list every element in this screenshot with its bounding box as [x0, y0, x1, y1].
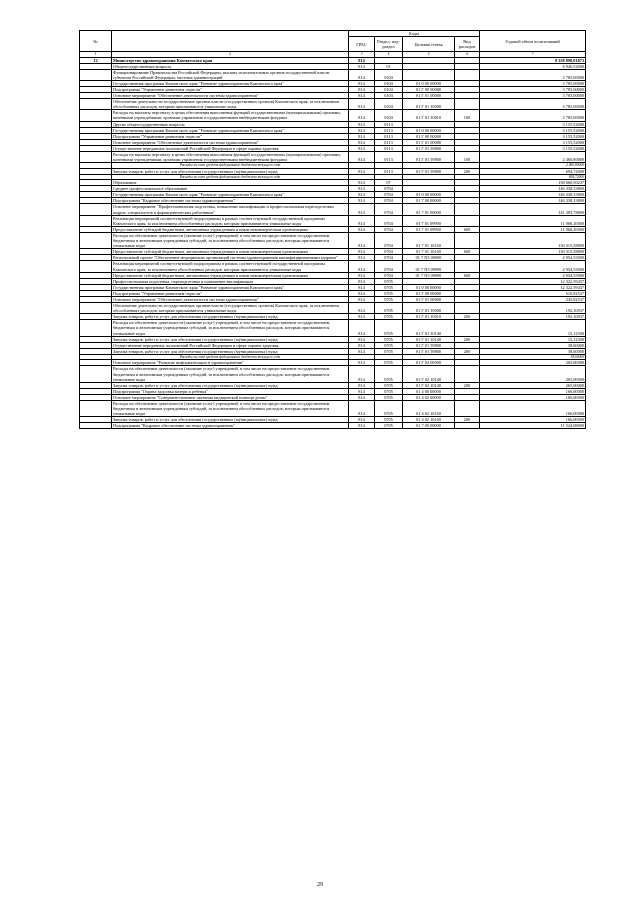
row-grbs: 814: [349, 198, 375, 204]
table-row: [80, 69, 586, 80]
row-sum: 15,12500: [480, 320, 586, 336]
table-row: [80, 215, 586, 226]
row-sum: 166,00000: [480, 388, 586, 394]
row-vr: [455, 69, 480, 80]
row-razdel: 0705: [375, 320, 403, 336]
row-csr: 01 0 00 00000: [403, 192, 455, 198]
colnum: 4: [375, 52, 403, 57]
row-sum: 3 785,00000: [480, 86, 586, 92]
row-vr: 200: [455, 314, 480, 320]
row-razdel: 0705: [375, 290, 403, 296]
row-name: Основное мероприятие "Обеспечение деятельности системы здравоохранения": [112, 296, 349, 302]
row-vr: 200: [455, 168, 480, 174]
row-razdel: 0104: [375, 93, 403, 99]
row-name: Расходы на обеспечение деятельности (оказание услуг) учреждений, в том числе на предоставление государственным бюджетным и автономным учреждениям субсидий, за исключением обособленных расходов, которым присваиваются уникальные коды: [112, 400, 349, 416]
row-sum: 3 785,00000: [480, 110, 586, 121]
row-name: Предоставление субсидий бюджетным, автономным учреждениям и иным некоммерческим организациям: [112, 272, 349, 278]
row-sum: 3 155,52000: [480, 145, 586, 151]
row-csr: 01 Г 01 10010: [403, 110, 455, 121]
row-sum: 3 785,00000: [480, 69, 586, 80]
row-razdel: 0704: [375, 261, 403, 272]
row-grbs: 814: [349, 249, 375, 255]
row-vr: [455, 215, 480, 226]
row-name: Государственная программа Камчатского края "Развитие здравоохранения Камчатского края": [112, 127, 349, 133]
row-csr: 01 0 00 00000: [403, 80, 455, 86]
row-name: Закупка товаров, работ и услуг для обеспечения государственных (муниципальных) нужд: [112, 336, 349, 342]
row-name: Расходы за счет средств федерального бюджета текущего года: [112, 174, 349, 179]
row-sum: 166,00000: [480, 400, 586, 416]
row-razdel: 01: [375, 63, 403, 69]
row-name: Расходы за счет средств федерального бюджета текущего года: [112, 354, 349, 359]
row-csr: 01 Г 01 10140: [403, 336, 455, 342]
row-sum: 3 155,52000: [480, 127, 586, 133]
table-row: [80, 110, 586, 121]
budget-rows: [80, 57, 586, 429]
row-grbs: 814: [349, 394, 375, 400]
row-name: Государственная программа Камчатского края "Развитие здравоохранения Камчатского края": [112, 80, 349, 86]
table-row: [80, 261, 586, 272]
header-num: №: [80, 31, 112, 52]
row-grbs: 814: [349, 303, 375, 314]
row-name: Предоставление субсидий бюджетным, автономным учреждениям и иным некоммерческим организациям: [112, 226, 349, 232]
row-razdel: 0704: [375, 186, 403, 192]
row-name: Профессиональная подготовка, переподготовка и повышение квалификации: [112, 278, 349, 284]
table-row: [80, 366, 586, 382]
row-vr: [455, 99, 480, 110]
row-razdel: 0704: [375, 232, 403, 248]
row-sum: 4 954,55000: [480, 261, 586, 272]
row-csr: 01 Г 01 00000: [403, 139, 455, 145]
row-sum: 158 660,50237: [480, 180, 586, 186]
row-grbs: 814: [349, 278, 375, 284]
row-grbs: 814: [349, 360, 375, 366]
row-name: Подпрограмма "Управление развитием отрасли": [112, 133, 349, 139]
row-grbs: 814: [349, 348, 375, 354]
row-vr: 200: [455, 348, 480, 354]
row-sum: 38,60000: [480, 348, 586, 354]
row-vr: 100: [455, 110, 480, 121]
table-row: [80, 423, 586, 429]
row-grbs: 814: [349, 139, 375, 145]
colnum: 2: [112, 52, 349, 57]
row-sum: 192,10037: [480, 314, 586, 320]
row-sum: 11 524,08000: [480, 423, 586, 429]
row-name: Основное мероприятие "Профессиональная подготовка, повышение квалификации и профессиональная переподготовка кадров, специалистов и фармацевтических работников": [112, 204, 349, 215]
row-name: Основное мероприятие "Развитие информатизации в здравоохранении": [112, 360, 349, 366]
row-name: Государственная программа Камчатского края "Развитие здравоохранения Камчатского края": [112, 192, 349, 198]
row-csr: [403, 69, 455, 80]
row-razdel: 0104: [375, 99, 403, 110]
row-grbs: 814: [349, 86, 375, 92]
table-row: [80, 99, 586, 110]
row-grbs: 814: [349, 110, 375, 121]
row-csr: 01 7 01 00000: [403, 204, 455, 215]
row-grbs: 814: [349, 382, 375, 388]
row-razdel: 0705: [375, 388, 403, 394]
row-razdel: 0705: [375, 303, 403, 314]
row-csr: 01 4 00 00000: [403, 388, 455, 394]
row-grbs: 814: [349, 261, 375, 272]
header-sum: Годовой объем ассигнований: [480, 31, 586, 52]
row-name: Основное мероприятие "Совершенствование оказания медицинской помощи детям": [112, 394, 349, 400]
row-name: Расходы на обеспечение деятельности (оказание услуг) учреждений, в том числе на предоставление государственным бюджетным и автономным учреждениям субсидий, за исключением обособленных расходов, которым присваиваются уникальные коды: [112, 366, 349, 382]
table-row: [80, 232, 586, 248]
row-vr: 600: [455, 272, 480, 278]
colnum: 1: [80, 52, 112, 57]
row-sum: 130 315,58800: [480, 249, 586, 255]
row-sum: 8 358 898,01873: [480, 57, 586, 63]
row-sum: 245,82537: [480, 296, 586, 302]
row-csr: 01 Г 01 59800: [403, 342, 455, 348]
row-name: Осуществление переданных полномочий Российской Федерации в сфере охраны здоровья: [112, 145, 349, 151]
row-sum: 694,72000: [480, 168, 586, 174]
row-name: Закупка товаров, работ и услуг для обеспечения государственных (муниципальных) нужд: [112, 348, 349, 354]
colnum: 5: [403, 52, 455, 57]
budget-table: [79, 30, 586, 429]
row-csr: 01 Г 02 10140: [403, 382, 455, 388]
row-sum: 166,00000: [480, 417, 586, 423]
row-number: [80, 303, 112, 314]
row-razdel: 0704: [375, 215, 403, 226]
row-csr: 01 4 02 10140: [403, 417, 455, 423]
row-number: [80, 152, 112, 163]
row-sum: 3 785,00000: [480, 80, 586, 86]
row-vr: 100: [455, 152, 480, 163]
row-sum: 3 155,52000: [480, 133, 586, 139]
row-csr: 01 Г 01 10140: [403, 320, 455, 336]
row-sum: 11 068,20000: [480, 215, 586, 226]
row-grbs: 814: [349, 152, 375, 163]
row-sum: 6 940,52000: [480, 63, 586, 69]
row-razdel: 0113: [375, 139, 403, 145]
row-number: [80, 366, 112, 382]
row-vr: 200: [455, 382, 480, 388]
row-sum: 265,00000: [480, 360, 586, 366]
row-sum: 146 338,33800: [480, 192, 586, 198]
row-sum: 3 785,00000: [480, 93, 586, 99]
row-razdel: 0705: [375, 314, 403, 320]
row-razdel: 0104: [375, 110, 403, 121]
row-grbs: 814: [349, 121, 375, 127]
row-razdel: 0704: [375, 198, 403, 204]
row-grbs: 814: [349, 320, 375, 336]
page-number: 29: [317, 882, 323, 888]
row-name: Закупка товаров, работ и услуг для обеспечения государственных (муниципальных) нужд: [112, 168, 349, 174]
row-name: Предоставление субсидий бюджетным, автономным учреждениям и иным некоммерческим организациям: [112, 249, 349, 255]
row-grbs: 814: [349, 93, 375, 99]
row-grbs: 814: [349, 342, 375, 348]
row-number: [80, 232, 112, 248]
row-name: Подпрограмма "Охрана здоровья матери и ребенка": [112, 388, 349, 394]
row-name: Осуществление переданных полномочий Российской Федерации в сфере охраны здоровья: [112, 342, 349, 348]
row-number: [80, 261, 112, 272]
row-vr: 600: [455, 226, 480, 232]
row-number: [80, 69, 112, 80]
row-name: Расходы на выплаты персоналу в целях обеспечения выполнения функций государственными (муниципальными) органами, казенными учреждениями, органами управления государственными внебюджетными фондами: [112, 152, 349, 163]
row-name: Основное мероприятие "Обеспечение деятельности системы здравоохранения": [112, 139, 349, 145]
row-name: Реализация мероприятий соответствующей подпрограммы в рамках соответствующей государственной программы Камчатского края, за исключением обособленных расходов, которым присваиваются уникальные коды: [112, 215, 349, 226]
row-razdel: 0705: [375, 348, 403, 354]
row-grbs: 814: [349, 80, 375, 86]
row-name: Закупка товаров, работ и услуг для обеспечения государственных (муниципальных) нужд: [112, 382, 349, 388]
row-razdel: 0705: [375, 400, 403, 416]
row-grbs: 814: [349, 186, 375, 192]
row-sum: 265,00000: [480, 366, 586, 382]
row-razdel: 0705: [375, 296, 403, 302]
header-csr: Целевая статья: [403, 37, 455, 52]
row-sum: 265,00000: [480, 382, 586, 388]
row-vr: [455, 320, 480, 336]
row-grbs: 814: [349, 366, 375, 382]
row-sum: 38,60000: [480, 354, 586, 359]
row-name: Подпрограмма "Кадровое обеспечение системы здравоохранения": [112, 423, 349, 429]
row-grbs: 814: [349, 400, 375, 416]
row-razdel: 0704: [375, 226, 403, 232]
row-name: Обеспечение деятельности государственных органов власти (государственных органов) Камчатского края, за исключением обособленных расходов, которым присваиваются уникальные коды: [112, 99, 349, 110]
row-number: [80, 204, 112, 215]
row-grbs: 814: [349, 145, 375, 151]
row-number: [80, 423, 112, 429]
row-name: Реализация мероприятий соответствующей подпрограммы в рамках соответствующей государственной программы Камчатского края, за исключением обособленных расходов, которым присваиваются уникальные коды: [112, 261, 349, 272]
row-sum: 15,12500: [480, 336, 586, 342]
row-name: Расходы на обеспечение деятельности (оказание услуг) учреждений, в том числе на предоставление государственным бюджетным и автономным учреждениям субсидий, за исключением обособленных расходов, которым присваиваются уникальные коды: [112, 232, 349, 248]
row-csr: 01 Г 01 59800: [403, 145, 455, 151]
row-sum: 4 954,55000: [480, 272, 586, 278]
row-razdel: 0113: [375, 121, 403, 127]
row-razdel: 0104: [375, 86, 403, 92]
row-grbs: 814: [349, 423, 375, 429]
row-name: Расходы на обеспечение деятельности (оказание услуг) учреждений, в том числе на предоставление государственным бюджетным и автономным учреждениям субсидий, за исключением обособленных расходов, которым присваиваются уникальные коды: [112, 320, 349, 336]
row-razdel: 0705: [375, 360, 403, 366]
row-vr: [455, 366, 480, 382]
colnum: 7: [480, 52, 586, 57]
row-vr: [455, 423, 480, 429]
row-sum: 4 954,55000: [480, 255, 586, 261]
row-grbs: 814: [349, 180, 375, 186]
row-grbs: 814: [349, 255, 375, 261]
row-grbs: 814: [349, 296, 375, 302]
row-csr: 01 7 N5 09990: [403, 261, 455, 272]
header-razdel: Раздел, под-раздел: [375, 37, 403, 52]
colnum: 6: [455, 52, 480, 57]
row-name: Закупка товаров, работ и услуг для обеспечения государственных (муниципальных) нужд: [112, 314, 349, 320]
row-name: Расходы на выплаты персоналу в целях обеспечения выполнения функций государственными (муниципальными) органами, казенными учреждениями, органами управления государственными внебюджетными фондами: [112, 110, 349, 121]
row-sum: 3 785,00000: [480, 99, 586, 110]
row-number: 12: [80, 57, 112, 63]
row-razdel: 0113: [375, 127, 403, 133]
row-csr: 01 Г 01 59800: [403, 168, 455, 174]
row-grbs: 814: [349, 232, 375, 248]
row-sum: 146 338,33800: [480, 186, 586, 192]
table-row: [80, 320, 586, 336]
row-sum: 12 322,59437: [480, 278, 586, 284]
row-csr: 01 0 00 00000: [403, 127, 455, 133]
row-csr: 01 Г 02 00000: [403, 360, 455, 366]
row-razdel: 0705: [375, 417, 403, 423]
row-grbs: 814: [349, 57, 375, 63]
row-razdel: 0705: [375, 284, 403, 290]
row-name: Общегосударственные вопросы: [112, 63, 349, 69]
table-row: [80, 152, 586, 163]
row-name: Расходы за счет средств федерального бюджета текущего года: [112, 163, 349, 168]
row-razdel: 0113: [375, 152, 403, 163]
row-number: [80, 110, 112, 121]
row-grbs: 814: [349, 284, 375, 290]
row-vr: 200: [455, 336, 480, 342]
row-razdel: 0104: [375, 80, 403, 86]
table-row: [80, 204, 586, 215]
row-razdel: 0113: [375, 168, 403, 174]
row-razdel: 0704: [375, 192, 403, 198]
row-csr: 01 Г 01 10000: [403, 303, 455, 314]
row-csr: 01 Г 00 00000: [403, 86, 455, 92]
row-name: Функционирование Правительства Российской Федерации, высших исполнительных органов государственной власти субъектов Российской Федерации, местных администраций: [112, 69, 349, 80]
table-row: [80, 303, 586, 314]
row-csr: 01 4 02 00000: [403, 394, 455, 400]
row-razdel: 0705: [375, 382, 403, 388]
row-name: Среднее профессиональное образование: [112, 186, 349, 192]
row-csr: 01 7 N5 00000: [403, 255, 455, 261]
row-sum: 166,00000: [480, 394, 586, 400]
row-csr: 01 Г 01 59800: [403, 348, 455, 354]
row-csr: 01 7 00 00000: [403, 198, 455, 204]
budget-table-page: [79, 30, 585, 429]
row-razdel: 0705: [375, 366, 403, 382]
row-sum: 694,72000: [480, 174, 586, 179]
row-sum: 38,60000: [480, 342, 586, 348]
row-sum: 12 322,59437: [480, 284, 586, 290]
row-grbs: 814: [349, 314, 375, 320]
row-name: Другие общегосударственные вопросы: [112, 121, 349, 127]
row-name: Региональный проект "Обеспечение медицинских организаций системы здравоохранения квалифицированными кадрами": [112, 255, 349, 261]
row-sum: 3 155,52000: [480, 139, 586, 145]
row-grbs: 814: [349, 290, 375, 296]
row-csr: 01 Г 00 00000: [403, 133, 455, 139]
row-grbs: 814: [349, 204, 375, 215]
header-vr: Вид расходов: [455, 37, 480, 52]
row-csr: 01 7 01 09990: [403, 215, 455, 226]
row-csr: 01 Г 01 10010: [403, 314, 455, 320]
row-sum: 192,10037: [480, 303, 586, 314]
row-grbs: 814: [349, 226, 375, 232]
row-number: [80, 99, 112, 110]
row-csr: 01 4 02 10140: [403, 400, 455, 416]
row-grbs: 814: [349, 192, 375, 198]
table-row: [80, 400, 586, 416]
row-grbs: 814: [349, 127, 375, 133]
row-name: Основное мероприятие "Обеспечение деятельности системы здравоохранения": [112, 93, 349, 99]
row-razdel: 0705: [375, 342, 403, 348]
row-number: [80, 215, 112, 226]
row-grbs: 814: [349, 388, 375, 394]
row-vr: [455, 204, 480, 215]
row-csr: 01 Г 01 00000: [403, 93, 455, 99]
row-grbs: 814: [349, 417, 375, 423]
row-razdel: 0705: [375, 336, 403, 342]
row-razdel: 07: [375, 180, 403, 186]
row-razdel: 0704: [375, 272, 403, 278]
row-vr: 200: [455, 417, 480, 423]
row-razdel: 0113: [375, 145, 403, 151]
row-grbs: 814: [349, 133, 375, 139]
row-csr: 01 Г 00 00000: [403, 290, 455, 296]
row-razdel: 0705: [375, 278, 403, 284]
row-sum: 510,82537: [480, 290, 586, 296]
row-vr: 600: [455, 249, 480, 255]
row-csr: 01 7 01 10140: [403, 232, 455, 248]
row-csr: 01 Г 02 10140: [403, 366, 455, 382]
row-grbs: 814: [349, 99, 375, 110]
colnum: 3: [349, 52, 375, 57]
row-csr: 01 Г 01 59800: [403, 152, 455, 163]
row-sum: 3 155,52000: [480, 121, 586, 127]
header-name: [112, 31, 349, 52]
row-csr: 01 Г 01 10000: [403, 99, 455, 110]
row-vr: [455, 232, 480, 248]
row-number: [80, 400, 112, 416]
row-name: Закупка товаров, работ и услуг для обеспечения государственных (муниципальных) нужд: [112, 417, 349, 423]
header-grbs: ГРБС: [349, 37, 375, 52]
row-razdel: 0704: [375, 204, 403, 215]
row-csr: 01 7 01 10140: [403, 249, 455, 255]
row-razdel: 0704: [375, 255, 403, 261]
row-csr: 01 Г 01 00000: [403, 296, 455, 302]
row-razdel: 0705: [375, 394, 403, 400]
row-grbs: 814: [349, 215, 375, 226]
row-sum: 2 460,80000: [480, 163, 586, 168]
row-grbs: 814: [349, 63, 375, 69]
row-csr: 01 7 N5 09990: [403, 272, 455, 278]
row-name: Государственная программа Камчатского края "Развитие здравоохранения Камчатского края": [112, 284, 349, 290]
row-sum: 2 460,80000: [480, 152, 586, 163]
row-name: Подпрограмма "Управление развитием отрасли": [112, 86, 349, 92]
row-name: Министерство здравоохранения Камчатского края: [112, 57, 349, 63]
row-csr: 01 7 00 00000: [403, 423, 455, 429]
row-csr: 01 0 00 00000: [403, 284, 455, 290]
row-grbs: 814: [349, 69, 375, 80]
row-csr: 01 7 01 09990: [403, 226, 455, 232]
row-sum: 146 338,33800: [480, 198, 586, 204]
row-vr: [455, 261, 480, 272]
row-razdel: 0705: [375, 423, 403, 429]
row-name: Подпрограмма "Кадровое обеспечение системы здравоохранения": [112, 198, 349, 204]
row-name: Образование: [112, 180, 349, 186]
row-sum: 130 315,58800: [480, 232, 586, 248]
row-razdel: 0113: [375, 133, 403, 139]
header-codes: Коды: [349, 31, 480, 37]
row-name: Подпрограмма "Управление развитием отрасли": [112, 290, 349, 296]
row-name: Обеспечение деятельности государственных органов власти (государственных органов) Камчатского края, за исключением обособленных расходов, которым присваиваются уникальные коды: [112, 303, 349, 314]
row-razdel: 0104: [375, 69, 403, 80]
row-sum: 11 068,20000: [480, 226, 586, 232]
row-vr: [455, 303, 480, 314]
row-razdel: 0704: [375, 249, 403, 255]
row-vr: [455, 400, 480, 416]
row-number: [80, 320, 112, 336]
row-grbs: 814: [349, 272, 375, 278]
row-grbs: 814: [349, 336, 375, 342]
row-grbs: 814: [349, 168, 375, 174]
row-sum: 141 383,78800: [480, 204, 586, 215]
